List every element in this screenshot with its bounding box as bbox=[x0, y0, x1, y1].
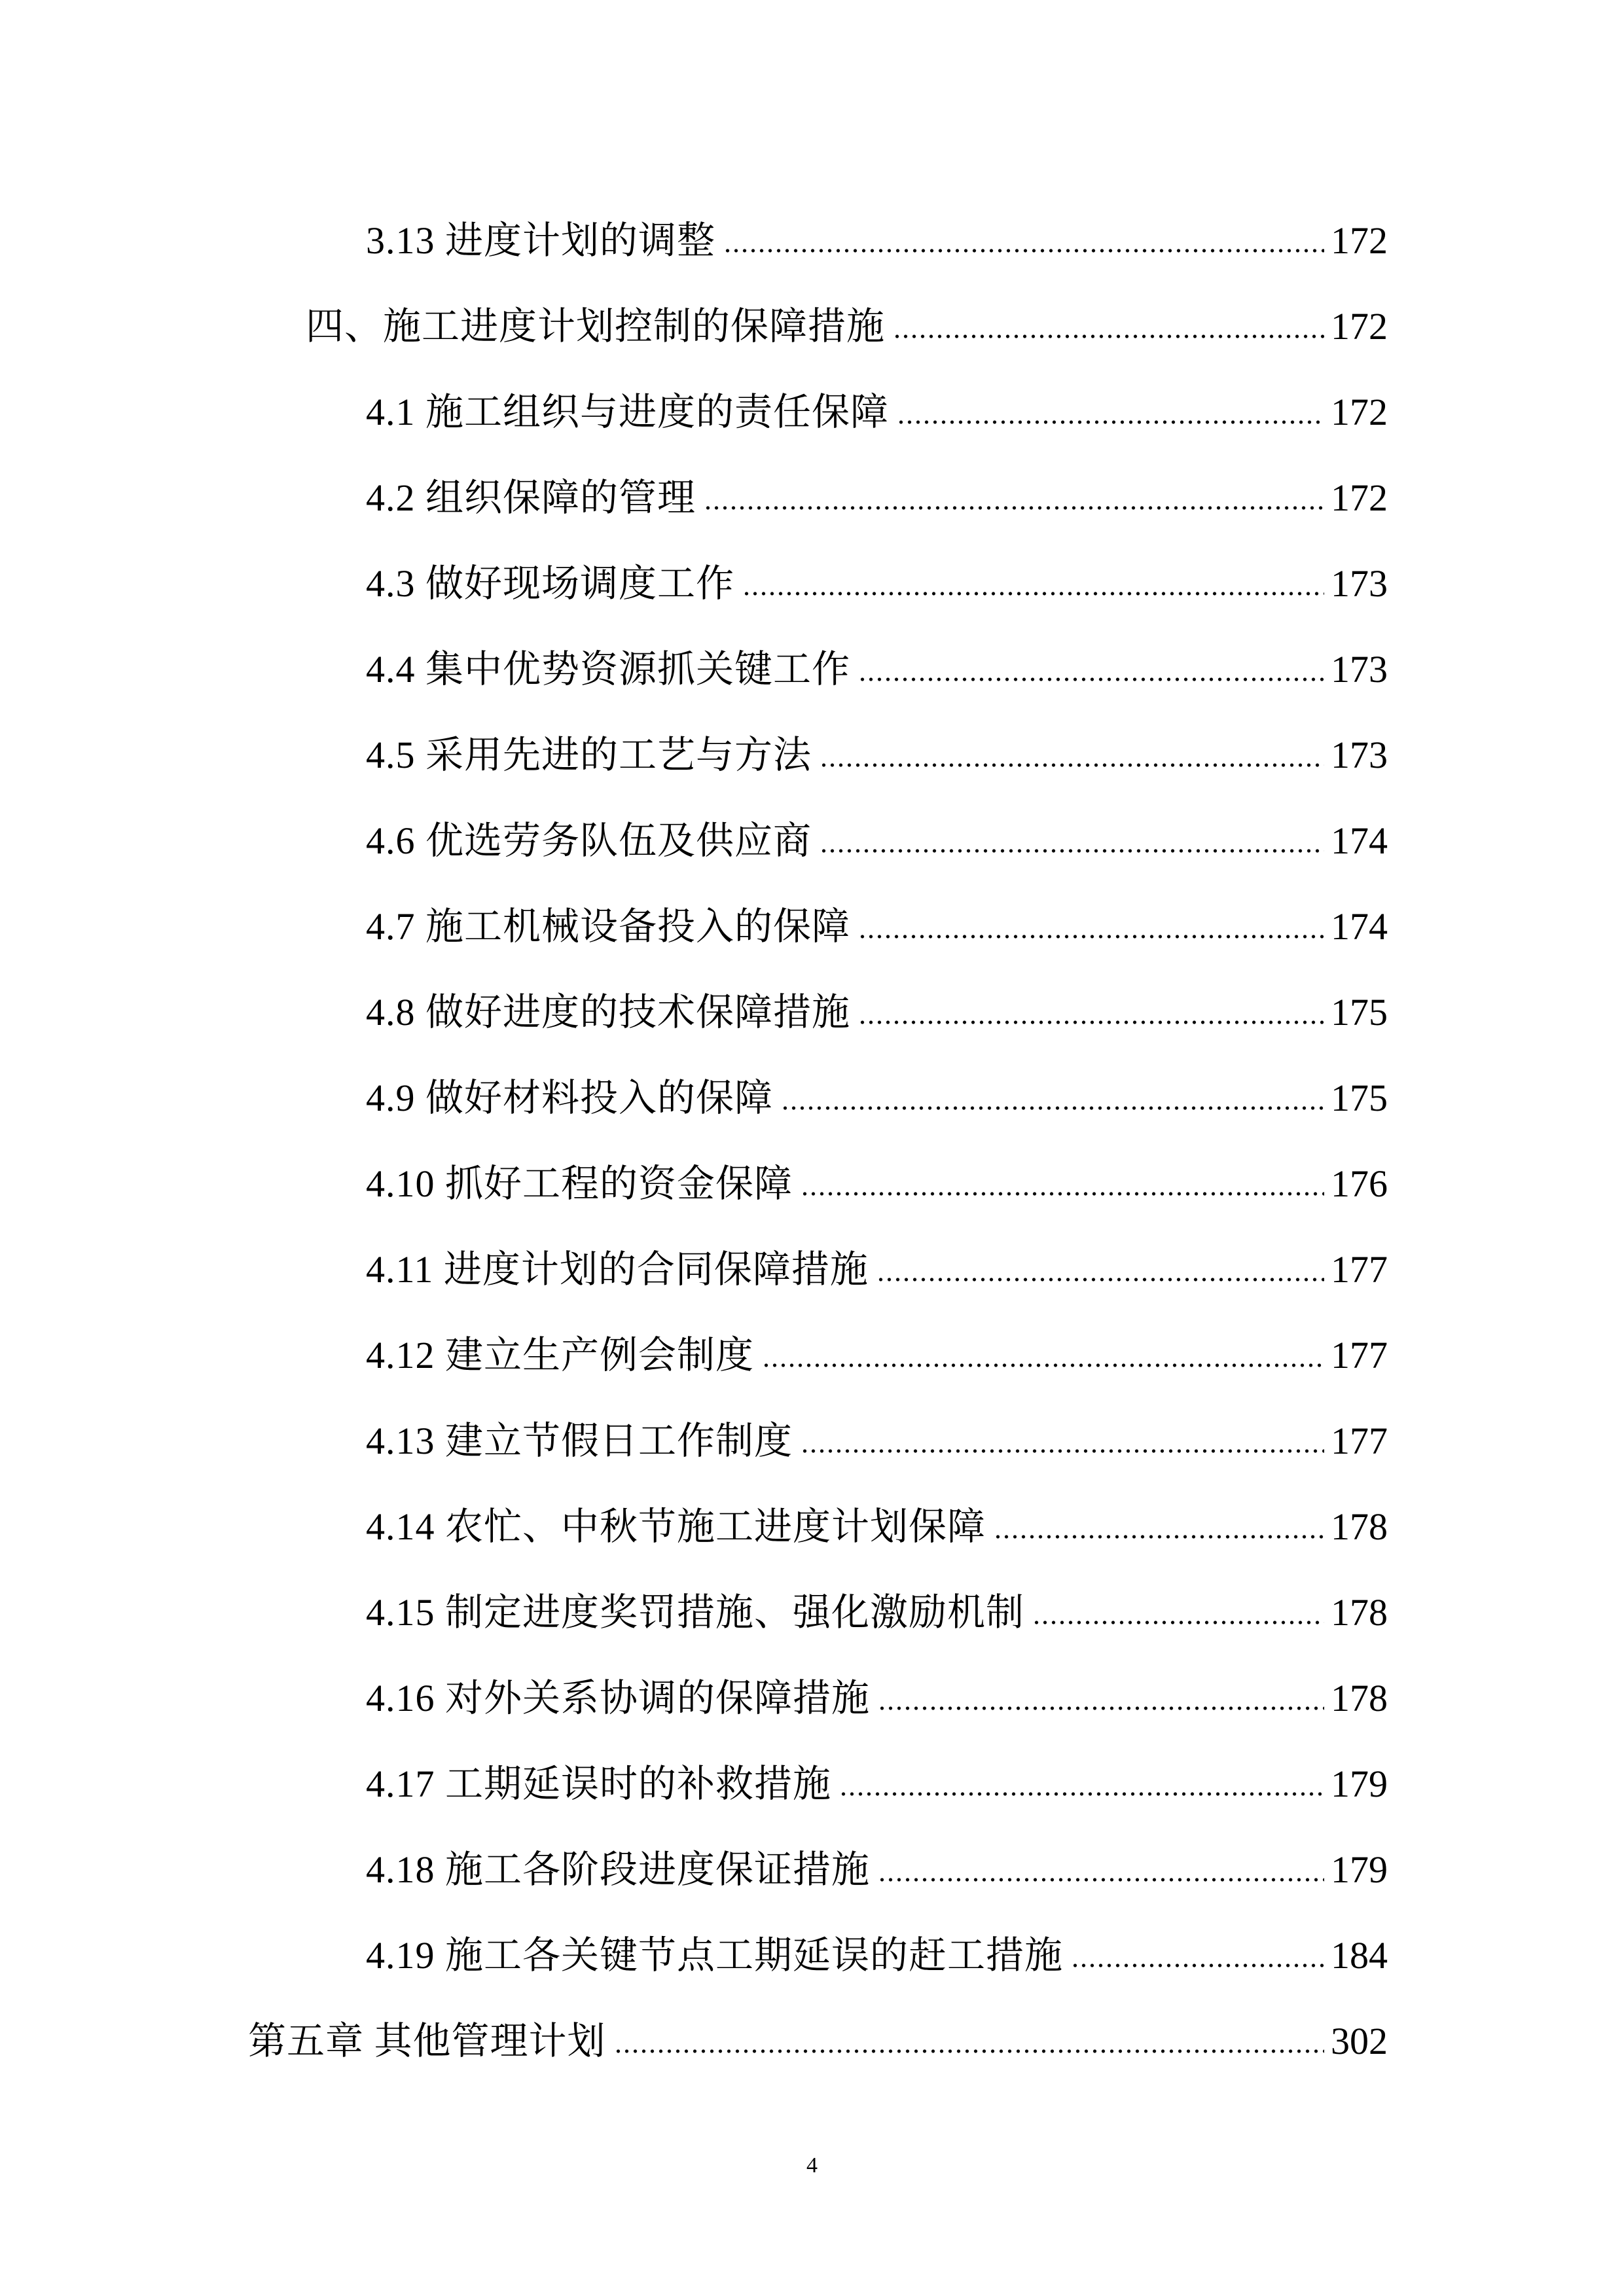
toc-entry-page: 174 bbox=[1331, 905, 1388, 948]
toc-entry-title: 4.13 建立节假日工作制度 bbox=[366, 1420, 793, 1462]
toc-entry bbox=[0, 1055, 1388, 1141]
dot-leader bbox=[801, 1191, 1324, 1196]
toc-entry bbox=[0, 541, 1388, 626]
toc-entry-page: 177 bbox=[1331, 1248, 1388, 1291]
toc-entry bbox=[0, 1484, 1388, 1570]
dot-leader bbox=[878, 1877, 1324, 1882]
toc-entry-title: 4.12 建立生产例会制度 bbox=[366, 1334, 755, 1376]
toc-entry-page: 178 bbox=[1331, 1505, 1388, 1548]
toc-entry-page: 175 bbox=[1331, 991, 1388, 1033]
toc-entry-title: 4.6 优选劳务队伍及供应商 bbox=[366, 819, 812, 862]
toc-entry-page: 173 bbox=[1331, 562, 1388, 605]
toc-entry-title: 4.16 对外关系协调的保障措施 bbox=[366, 1677, 871, 1719]
dot-leader bbox=[801, 1448, 1324, 1454]
toc-entry-title: 四、施工进度计划控制的保障措施 bbox=[306, 305, 886, 348]
toc-entry bbox=[0, 198, 1388, 283]
toc-entry-page: 174 bbox=[1331, 819, 1388, 862]
toc-entry bbox=[0, 283, 1388, 369]
toc-entry-title: 4.18 施工各阶段进度保证措施 bbox=[366, 1848, 871, 1891]
toc-entry-title: 4.1 施工组织与进度的责任保障 bbox=[366, 391, 890, 433]
toc-entry-page: 178 bbox=[1331, 1591, 1388, 1634]
toc-entry-title: 4.19 施工各关键节点工期延误的赶工措施 bbox=[366, 1934, 1064, 1977]
dot-leader bbox=[742, 591, 1324, 596]
dot-leader bbox=[723, 248, 1324, 253]
toc-entry-title: 4.7 施工机械设备投入的保障 bbox=[366, 905, 851, 948]
toc-entry-page: 172 bbox=[1331, 476, 1388, 519]
toc-entry-title: 4.9 做好材料投入的保障 bbox=[366, 1077, 774, 1119]
dot-leader bbox=[614, 2049, 1324, 2054]
toc-entry-page: 172 bbox=[1331, 391, 1388, 433]
dot-leader bbox=[1032, 1620, 1324, 1625]
toc-entry bbox=[0, 1827, 1388, 1912]
toc-entry-page: 175 bbox=[1331, 1077, 1388, 1119]
toc-entry-page: 173 bbox=[1331, 734, 1388, 776]
toc-entry bbox=[0, 884, 1388, 969]
dot-leader bbox=[781, 1105, 1324, 1111]
table-of-contents bbox=[0, 198, 1388, 2084]
toc-entry bbox=[0, 1141, 1388, 1227]
toc-entry-title: 4.11 进度计划的合同保障措施 bbox=[366, 1248, 869, 1291]
dot-leader bbox=[1071, 1963, 1324, 1968]
toc-entry-title: 3.13 进度计划的调整 bbox=[366, 219, 716, 262]
dot-leader bbox=[876, 1277, 1324, 1282]
toc-entry bbox=[0, 712, 1388, 798]
toc-entry bbox=[0, 1227, 1388, 1312]
dot-leader bbox=[762, 1363, 1324, 1368]
toc-entry-page: 172 bbox=[1331, 305, 1388, 348]
dot-leader bbox=[893, 334, 1324, 339]
toc-entry bbox=[0, 969, 1388, 1055]
toc-entry-title: 4.2 组织保障的管理 bbox=[366, 476, 696, 519]
toc-entry-page: 177 bbox=[1331, 1334, 1388, 1376]
toc-entry-page: 172 bbox=[1331, 219, 1388, 262]
dot-leader bbox=[858, 677, 1324, 682]
toc-entry bbox=[0, 798, 1388, 884]
toc-entry bbox=[0, 1398, 1388, 1484]
toc-entry-page: 179 bbox=[1331, 1763, 1388, 1805]
toc-entry bbox=[0, 1912, 1388, 1998]
dot-leader bbox=[820, 848, 1324, 853]
toc-entry bbox=[0, 1312, 1388, 1398]
toc-entry bbox=[0, 369, 1388, 455]
toc-entry bbox=[0, 455, 1388, 541]
toc-entry-chapter bbox=[0, 1998, 1388, 2084]
toc-entry-title: 4.10 抓好工程的资金保障 bbox=[366, 1162, 793, 1205]
toc-entry-page: 302 bbox=[1331, 2020, 1388, 2062]
dot-leader bbox=[839, 1791, 1324, 1797]
toc-entry-page: 173 bbox=[1331, 648, 1388, 691]
dot-leader bbox=[878, 1706, 1324, 1711]
toc-entry bbox=[0, 626, 1388, 712]
toc-entry-page: 179 bbox=[1331, 1848, 1388, 1891]
toc-entry-title: 4.8 做好进度的技术保障措施 bbox=[366, 991, 851, 1033]
toc-entry-title: 4.15 制定进度奖罚措施、强化激励机制 bbox=[366, 1591, 1025, 1634]
toc-entry-title: 4.14 农忙、中秋节施工进度计划保障 bbox=[366, 1505, 986, 1548]
toc-entry-title: 第五章 其他管理计划 bbox=[248, 2020, 606, 2062]
toc-entry-page: 177 bbox=[1331, 1420, 1388, 1462]
page-number: 4 bbox=[806, 2153, 818, 2178]
dot-leader bbox=[858, 1020, 1324, 1025]
dot-leader bbox=[994, 1534, 1324, 1539]
toc-entry bbox=[0, 1570, 1388, 1655]
dot-leader bbox=[820, 762, 1324, 768]
toc-entry-title: 4.3 做好现场调度工作 bbox=[366, 562, 735, 605]
toc-entry-title: 4.5 采用先进的工艺与方法 bbox=[366, 734, 812, 776]
toc-entry-page: 178 bbox=[1331, 1677, 1388, 1719]
toc-entry-title: 4.17 工期延误时的补救措施 bbox=[366, 1763, 832, 1805]
dot-leader bbox=[858, 934, 1324, 939]
dot-leader bbox=[704, 505, 1324, 511]
toc-entry-page: 176 bbox=[1331, 1162, 1388, 1205]
toc-entry-title: 4.4 集中优势资源抓关键工作 bbox=[366, 648, 851, 691]
toc-entry bbox=[0, 1741, 1388, 1827]
toc-entry-page: 184 bbox=[1331, 1934, 1388, 1977]
toc-entry bbox=[0, 1655, 1388, 1741]
dot-leader bbox=[897, 420, 1324, 425]
